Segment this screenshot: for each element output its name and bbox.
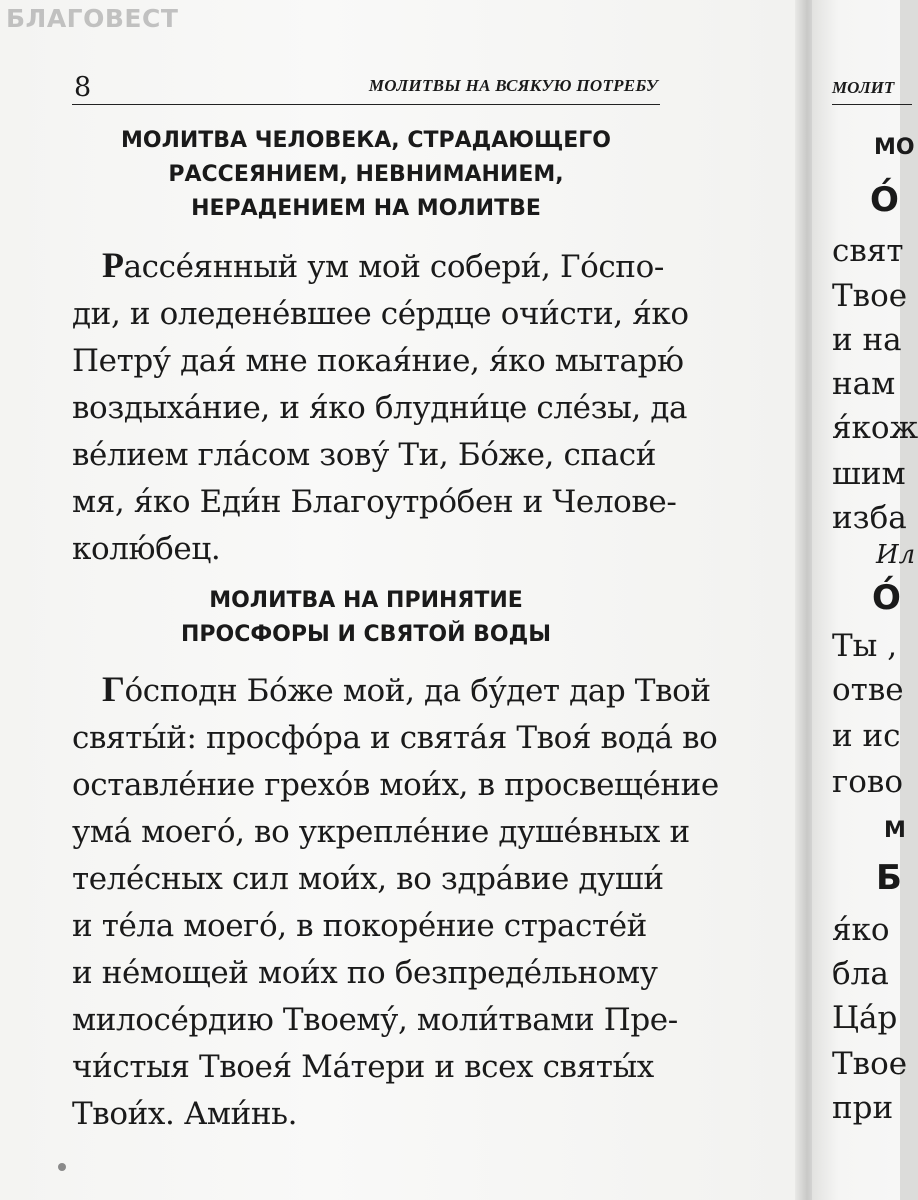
right-page-line: я́ко [832,912,890,948]
right-page-line: гово [832,764,904,800]
right-page-line: Твое [832,278,908,314]
section1-prayer-text [72,242,689,573]
right-page-line: и на [832,322,902,358]
dropcap: Г [102,669,125,709]
prayer-line: колю́бец. [72,531,221,567]
heading-line: МОЛИТВА ЧЕЛОВЕКА, СТРАДАЮЩЕГО [120,128,611,153]
right-page-line: Б [876,858,902,898]
prayer-line-text: ассе́янный ум мой собери́, Го́спо- [123,249,664,285]
prayer-line: ума́ моего́, во укрепле́ние душе́вных и [72,814,690,850]
right-page-line: О́ [870,180,899,220]
right-page-line: при [832,1090,894,1126]
right-page [812,0,918,1200]
right-page-line: и ис [832,718,901,754]
prayer-line: чи́стыя Твоея́ Ма́тери и всех святы́х [72,1049,654,1085]
prayer-line: ди, и оледене́вшее се́рдце очи́сти, я́ко [72,296,689,332]
right-page-line: О́ [872,578,901,618]
right-page-line: отве [832,672,904,708]
page-speck [58,1163,66,1171]
prayer-line [72,666,719,715]
prayer-line-text: о́сподн Бо́же мой, да бу́дет дар Твой [124,673,711,709]
right-page-line: Ты , [832,628,898,664]
prayer-line: милосе́рдию Твоему́, моли́твами Пре- [72,1002,678,1038]
prayer-line [72,242,689,291]
running-head [72,70,660,105]
heading-line: МОЛИТВА НА ПРИНЯТИЕ [209,588,523,613]
section1-heading [72,124,660,226]
running-title: МОЛИТВЫ НА ВСЯКУЮ ПОТРЕБУ [368,76,658,95]
prayer-line: оставле́ние грехо́в мои́х, в просвеще́ние [72,767,719,803]
dropcap: Р [102,245,124,285]
right-page-line: МО [874,135,915,160]
right-page-line: свят [832,233,904,269]
section2-prayer-text [72,666,719,1138]
right-page-line: бла [832,956,889,992]
right-page-line: шим [832,456,906,492]
watermark: БЛАГОВЕСТ [6,4,179,33]
section2-heading [72,584,660,652]
prayer-line: ве́лием гла́сом зову́ Ти, Бо́же, спаси́ [72,437,656,473]
prayer-line: Твои́х. Ами́нь. [72,1096,298,1132]
right-page-line: Ил [876,540,916,570]
right-running-rule [832,104,912,105]
right-page-line: Ца́р [832,1000,898,1036]
right-page-line: М [884,818,906,843]
right-page-line: я́кож [832,410,918,446]
prayer-line: теле́сных сил мои́х, во здра́вие души́ [72,861,664,897]
heading-line: РАССЕЯНИЕМ, НЕВНИМАНИЕМ, [168,162,564,187]
prayer-line: мя, я́ко Еди́н Благоутро́бен и Челове- [72,484,677,520]
prayer-line: святы́й: просфо́ра и свята́я Твоя́ вода́ во [72,720,718,756]
heading-line: НЕРАДЕНИЕМ НА МОЛИТВЕ [191,196,541,221]
right-page-line: Твое [832,1046,908,1082]
prayer-line: воздыха́ние, и я́ко блудни́це сле́зы, да [72,390,688,426]
page-number: 8 [74,72,92,103]
heading-line: ПРОСФОРЫ И СВЯТОЙ ВОДЫ [180,622,552,647]
right-page-line: нам [832,366,896,402]
right-page-line: изба [832,500,907,536]
right-running-title: МОЛИТ [832,78,895,97]
prayer-line: и те́ла моего́, в покоре́ние страсте́й [72,908,647,944]
prayer-line: Петру́ дая́ мне покая́ние, я́ко мытарю́ [72,343,684,379]
prayer-line: и не́мощей мои́х по безпреде́льному [72,955,658,991]
